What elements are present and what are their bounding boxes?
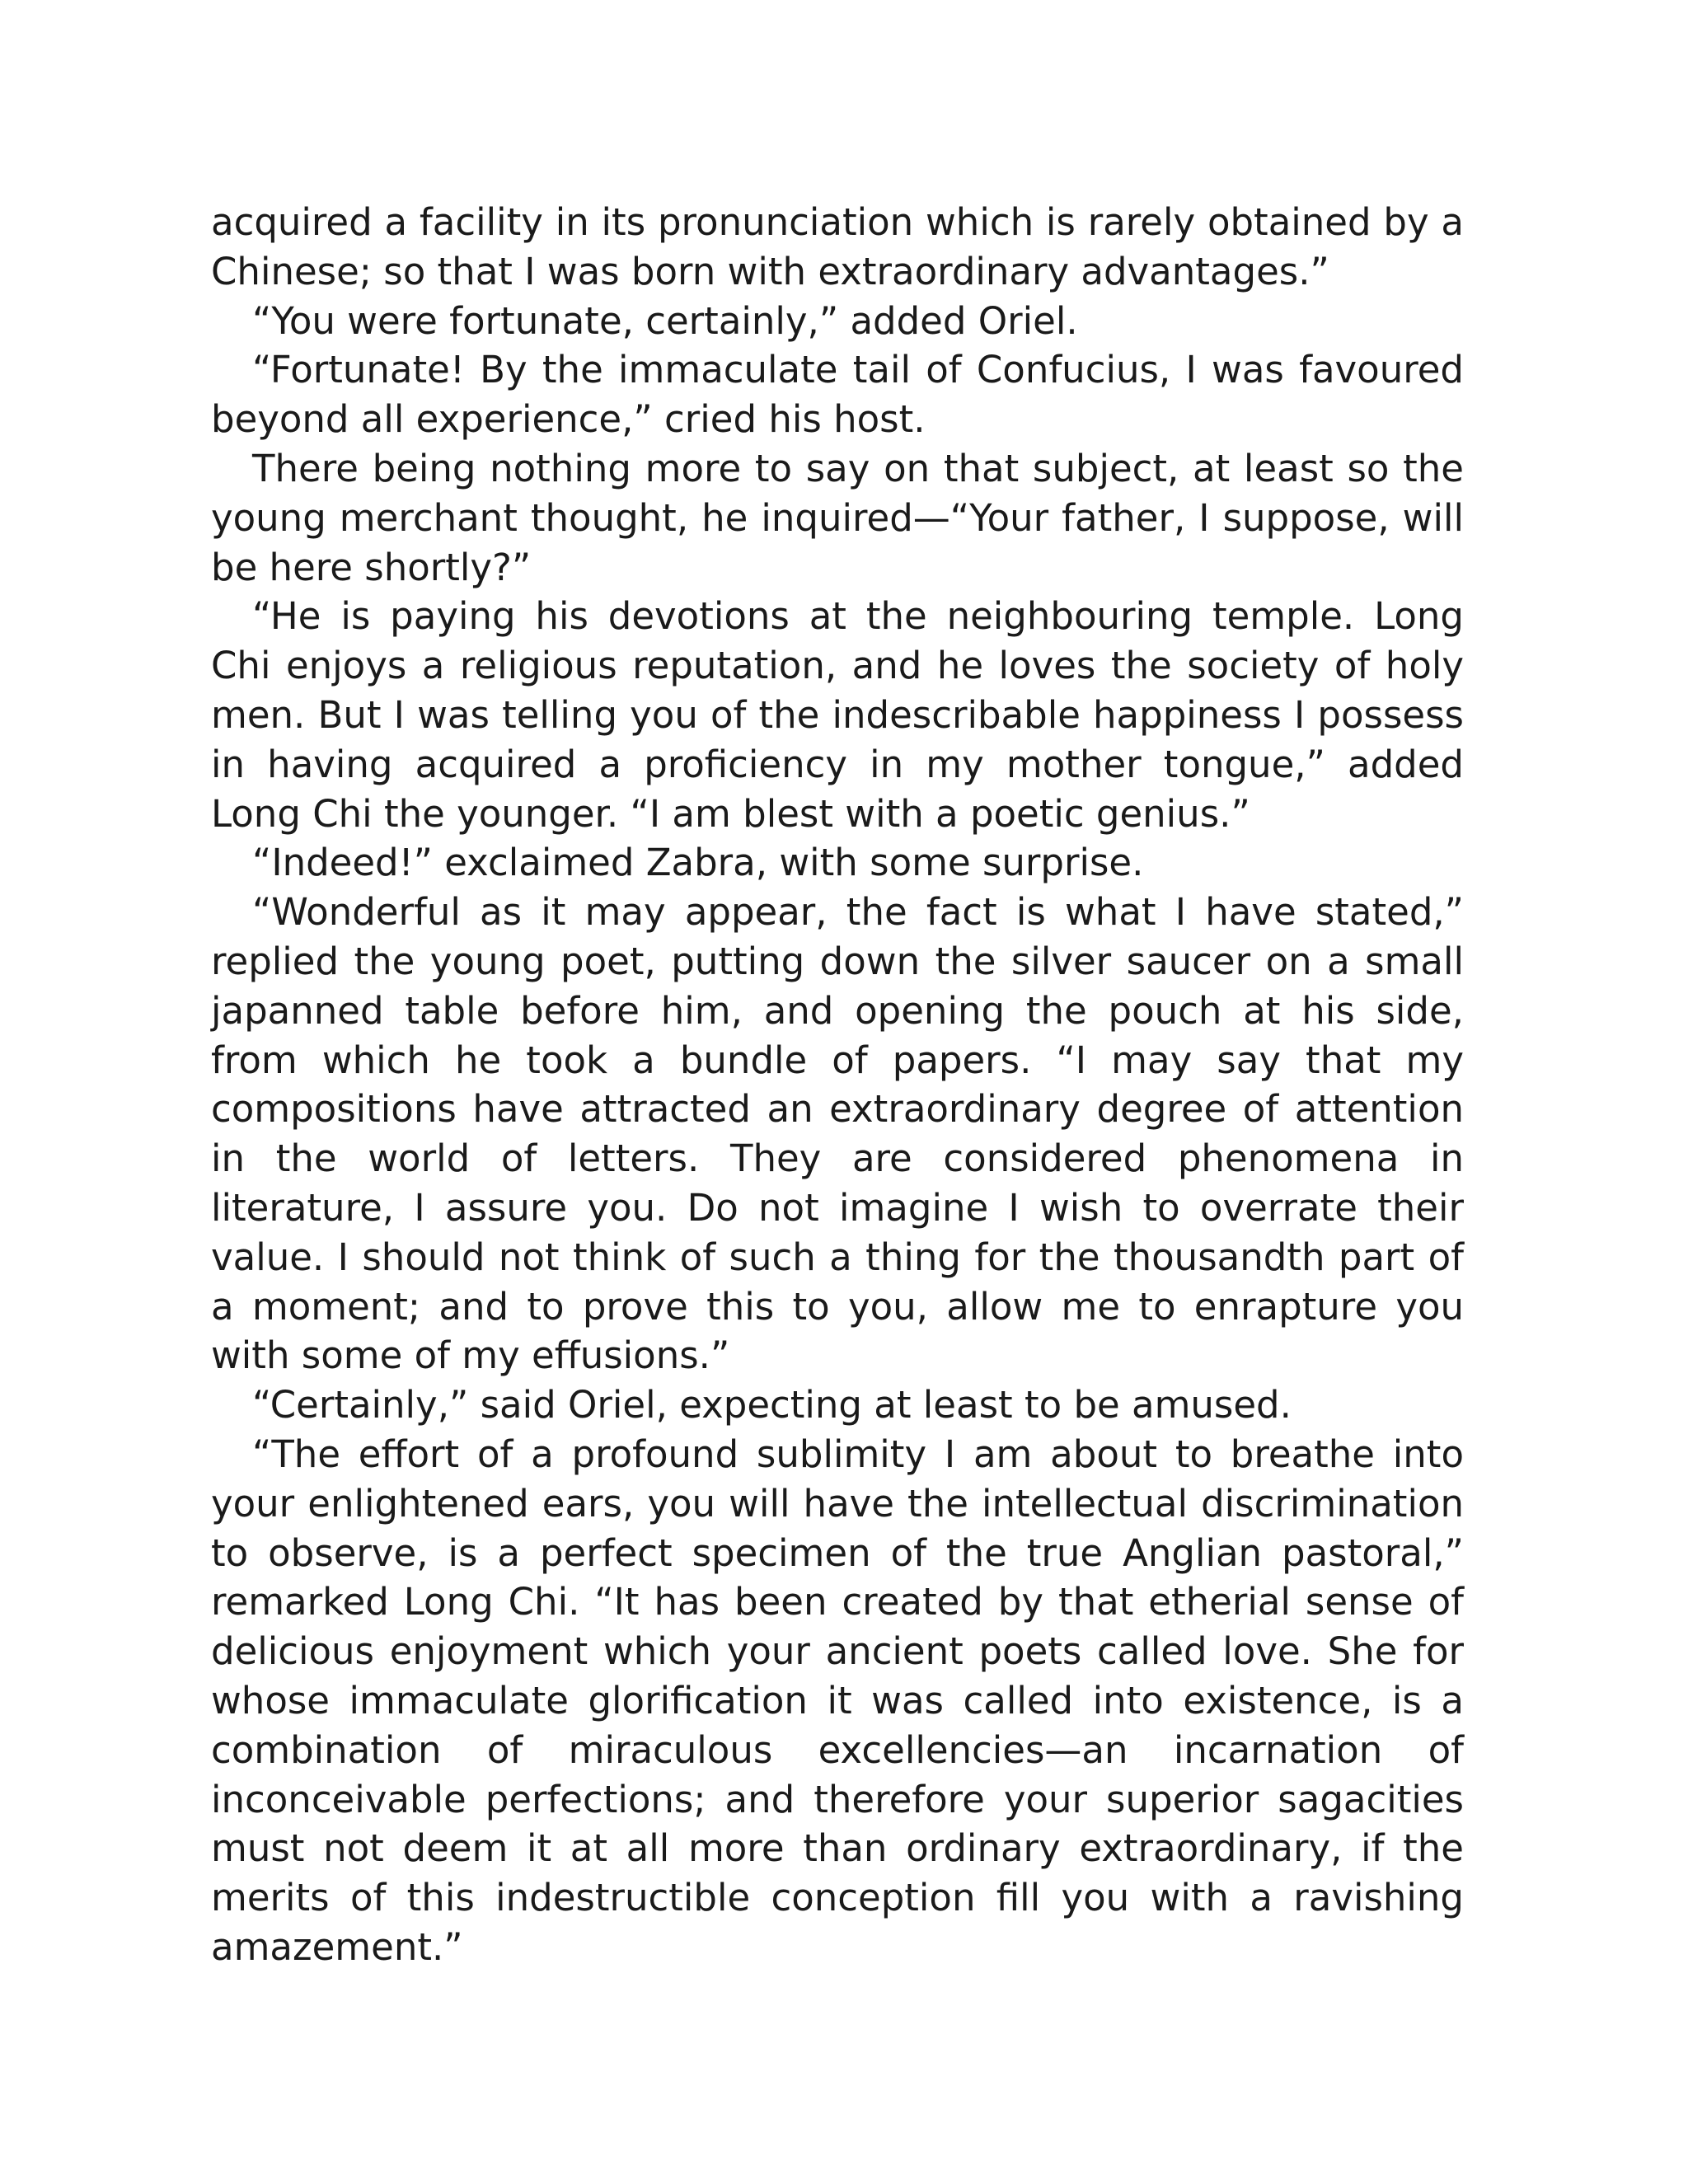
paragraph: “Wonderful as it may appear, the fact is what I have stated,” replied the young poet, putting down the silver saucer on a small japanned table before him, and opening the pouch at his side, from which he took a bundle of papers. “I may say that my compositions have attracted an extraordinary degree of attention in the world of letters. They are considered phenomena in literature, I assure you. Do not imagine I wish to overrate their value. I should not think of such a thing for the thousandth part of a moment; and to prove this to you, allow me to enrapture you with some of my effusions.” [211, 890, 1464, 1378]
paragraph: “Fortunate! By the immaculate tail of Confucius, I was favoured beyond all experience,” cried his host. [211, 348, 1464, 442]
paragraph: There being nothing more to say on that subject, at least so the young merchant thought, he inquired—“Your father, I suppose, will be here shortly?” [211, 446, 1464, 589]
paragraph: “He is paying his devotions at the neighbouring temple. Long Chi enjoys a religious reputation, and he loves the society of holy men. But I was telling you of the indescribable happiness I possess in having acquired a proficiency in my mother tongue,” added Long Chi the younger. “I am blest with a poetic genius.” [211, 594, 1464, 836]
paragraph-continuation: acquired a facility in its pronunciation which is rarely obtained by a Chinese; so that I was born with extraordinary advantages.” [211, 200, 1464, 293]
paragraph: “Indeed!” exclaimed Zabra, with some surprise. [252, 841, 1144, 885]
page-body-text [211, 198, 1464, 1972]
paragraph: “The effort of a profound sublimity I am about to breathe into your enlightened ears, you will have the intellectual discrimination to observe, is a perfect specimen of the true Anglian pastoral,” remarked Long Chi. “It has been created by that etherial sense of delicious enjoyment which your ancient poets called love. She for whose immaculate glorification it was called into existence, is a combination of miraculous excellencies—an incarnation of inconceivable perfections; and therefore your superior sagacities must not deem it at all more than ordinary extraordinary, if the merits of this indestructible conception fill you with a ravishing amazement.” [211, 1432, 1464, 1969]
paragraph: “Certainly,” said Oriel, expecting at least to be amused. [252, 1383, 1292, 1427]
paragraph: “You were fortunate, certainly,” added Oriel. [252, 298, 1078, 343]
